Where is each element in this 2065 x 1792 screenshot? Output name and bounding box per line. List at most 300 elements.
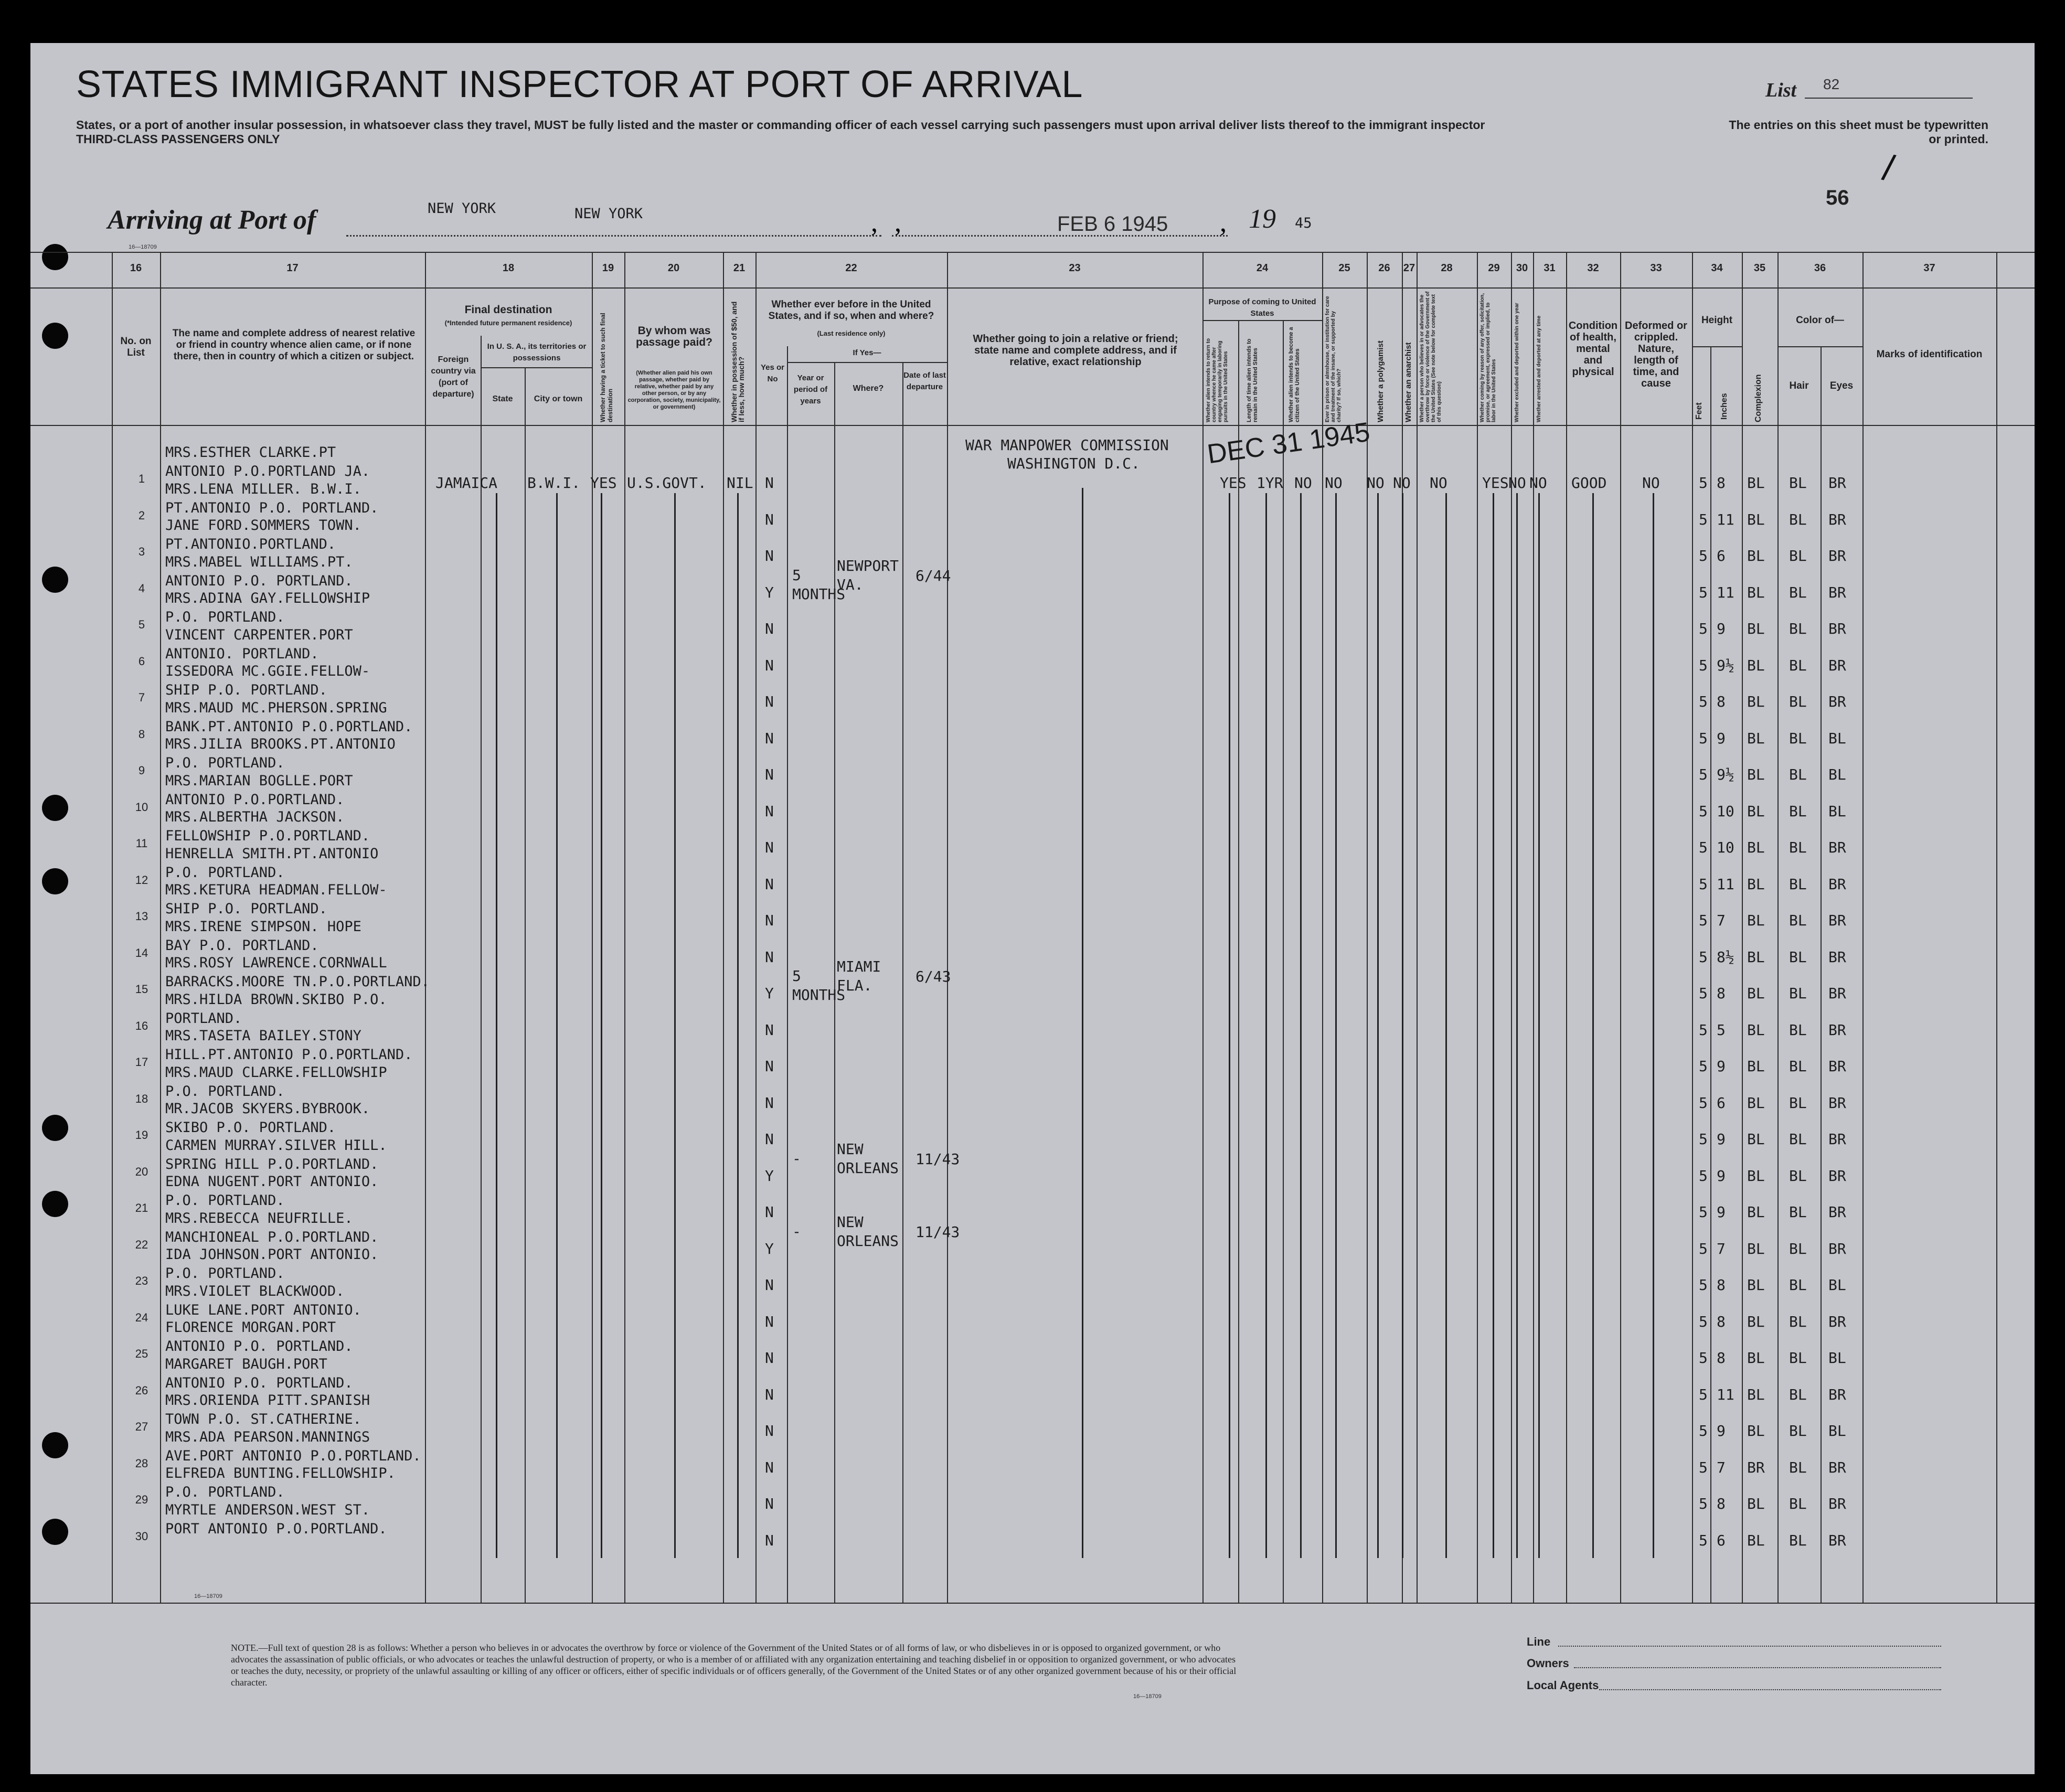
pencil-tick-mark: / (1879, 146, 1898, 189)
previously-in-us: N (765, 1203, 774, 1221)
header-yes-or-no: Yes or No (760, 363, 785, 383)
subcolumn-divider (1710, 346, 1711, 1603)
eye-color: BR (1828, 1495, 1846, 1512)
complexion: BL (1747, 1422, 1765, 1439)
stay-period: 5 MONTHS (792, 566, 846, 603)
column-number: 37 (1923, 262, 1935, 274)
height-feet: 5 (1699, 985, 1708, 1002)
complexion: BL (1747, 839, 1765, 856)
complexion: BL (1747, 1240, 1765, 1257)
header-purpose-citizen: Whether alien intends to become a citizen of the United States (1288, 327, 1301, 422)
header-labor-offer: Whether coming by reason of any offer, solicitation, promise, or agreement, expressed or implied, to labor in the United States (1479, 293, 1497, 422)
column-divider (1996, 252, 1997, 1603)
arriving-label: Arriving at Port of (108, 205, 316, 235)
eye-color: BR (1828, 620, 1846, 637)
row-number: 14 (135, 946, 148, 959)
relative-address: HILL.PT.ANTONIO P.O.PORTLAND. (165, 1047, 413, 1063)
relative-address: ANTONIO P.O.PORTLAND JA. (165, 463, 370, 479)
last-departure-date: 11/43 (916, 1150, 960, 1168)
complexion: BL (1747, 985, 1765, 1002)
height-feet: 5 (1699, 1021, 1708, 1039)
column-number: 17 (286, 262, 299, 274)
relative-name: ELFREDA BUNTING.FELLOWSHIP. (165, 1465, 396, 1481)
height-feet: 5 (1699, 656, 1708, 674)
previously-in-us: N (765, 1349, 774, 1367)
eye-color: BR (1828, 583, 1846, 601)
row1-ticket: YES (590, 474, 617, 492)
complexion: BL (1747, 474, 1765, 492)
relative-name: CARMEN MURRAY.SILVER HILL. (165, 1137, 387, 1154)
row1-polygamist: NO (1367, 474, 1385, 492)
height-inches: 8 (1717, 693, 1726, 710)
relative-address: SKIBO P.O. PORTLAND. (165, 1119, 336, 1136)
height-feet: 5 (1699, 1130, 1708, 1148)
line-fill (1558, 1646, 1941, 1647)
row1-join-relative: WAR MANPOWER COMMISSION (965, 436, 1169, 454)
column-number: 31 (1544, 262, 1556, 274)
row-number: 25 (135, 1347, 148, 1360)
previously-in-us: N (765, 875, 774, 893)
relative-name: MRS.JILIA BROOKS.PT.ANTONIO (165, 736, 396, 752)
column-divider (947, 252, 948, 1603)
hair-color: BL (1789, 948, 1807, 966)
form-number-footer: 16—18709 (1133, 1693, 1162, 1700)
row1-overthrow: NO (1430, 474, 1447, 492)
column-divider (592, 252, 593, 1603)
row-number: 10 (135, 800, 148, 814)
relative-address: AVE.PORT ANTONIO P.O.PORTLAND. (165, 1447, 421, 1464)
eye-color: BR (1828, 1531, 1846, 1549)
form-title: STATES IMMIGRANT INSPECTOR AT PORT OF ARRIVAL (76, 63, 1083, 105)
last-departure-date: 6/44 (916, 567, 951, 584)
column-number: 35 (1753, 262, 1766, 274)
relative-name: FLORENCE MORGAN.PORT (165, 1319, 336, 1336)
table-bottom-border (30, 1603, 2035, 1604)
complexion: BL (1747, 875, 1765, 893)
relative-name: MRS.ADA PEARSON.MANNINGS (165, 1428, 370, 1445)
relative-address: ANTONIO P.O. PORTLAND. (165, 1374, 353, 1391)
last-departure-date: 6/43 (916, 968, 951, 985)
relative-address: P.O. PORTLAND. (165, 864, 285, 881)
row-number: 2 (138, 508, 145, 522)
list-label: List (1765, 79, 1797, 101)
column-number-row-border (30, 287, 2035, 289)
subcolumn-line (481, 367, 592, 368)
previously-in-us: N (765, 1094, 774, 1112)
height-feet: 5 (1699, 474, 1708, 492)
relative-name: MRS.ROSY LAWRENCE.CORNWALL (165, 955, 387, 971)
relative-address: ANTONIO P.O. PORTLAND. (165, 1338, 353, 1354)
row1-labor: YES (1482, 474, 1509, 492)
complexion: BL (1747, 1495, 1765, 1512)
header-city: City or town (534, 394, 583, 403)
relative-name: MRS.MABEL WILLIAMS.PT. (165, 553, 353, 570)
relative-address: LUKE LANE.PORT ANTONIO. (165, 1302, 361, 1318)
complexion: BL (1747, 656, 1765, 674)
list-underline (1805, 98, 1973, 99)
height-inches: 9 (1717, 620, 1726, 637)
table-top-border (30, 252, 2035, 253)
header-inches: Inches (1720, 393, 1729, 420)
hair-color: BL (1789, 510, 1807, 528)
eye-color: BR (1828, 1021, 1846, 1039)
row-number: 28 (135, 1456, 148, 1470)
row1-deformed: NO (1642, 474, 1660, 492)
complexion: BR (1747, 1458, 1765, 1476)
hair-color: BL (1789, 1240, 1807, 1257)
relative-name: MRS.TASETA BAILEY.STONY (165, 1028, 361, 1044)
page-number: 56 (1826, 186, 1849, 209)
row-number: 1 (138, 472, 145, 485)
eye-color: BR (1828, 693, 1846, 710)
previously-in-us: N (765, 1531, 774, 1549)
height-inches: 8 (1717, 474, 1726, 492)
header-if-yes: If Yes— (853, 348, 881, 357)
complexion: BL (1747, 1021, 1765, 1039)
subcolumn-divider (1821, 346, 1822, 1603)
port-city: NEW YORK (428, 200, 496, 217)
relative-address: ANTONIO P.O. PORTLAND. (165, 572, 353, 589)
height-inches: 9½ (1717, 656, 1734, 674)
column-number: 16 (130, 262, 142, 274)
ditto-line (674, 493, 676, 1558)
owners-label: Owners (1527, 1657, 1569, 1670)
header-previous-stay: Whether ever before in the United States, and if so, when and where? (768, 299, 934, 322)
relative-name: HENRELLA SMITH.PT.ANTONIO (165, 845, 379, 862)
height-feet: 5 (1699, 766, 1708, 783)
header-height: Height (1701, 315, 1733, 326)
relative-address: BARRACKS.MOORE TN.P.O.PORTLAND. (165, 974, 430, 990)
eye-color: BR (1828, 510, 1846, 528)
height-feet: 5 (1699, 583, 1708, 601)
column-divider (1862, 252, 1864, 1603)
complexion: BL (1747, 912, 1765, 929)
ditto-line (1265, 493, 1267, 1558)
complexion: BL (1747, 948, 1765, 966)
header-foreign-country: Foreign country via (port of departure) (431, 355, 476, 399)
row-number: 12 (135, 873, 148, 887)
column-divider (723, 252, 724, 1603)
header-anarchist: Whether an anarchist (1404, 342, 1413, 422)
binder-hole (42, 1191, 68, 1217)
hair-color: BL (1789, 474, 1807, 492)
column-number: 21 (733, 262, 746, 274)
hair-color: BL (1789, 875, 1807, 893)
previously-in-us: N (765, 474, 774, 492)
column-divider (425, 252, 426, 1603)
form-rule-text: States, or a port of another insular possession, in whatsoever class they travel, MUST be fully listed and the master or commanding officer of each vessel carrying such passengers must upon arrival deliver lists thereof to the immigrant inspector (76, 118, 1485, 132)
complexion: BL (1747, 1203, 1765, 1221)
height-inches: 11 (1717, 583, 1734, 601)
relative-name: MRS.REBECCA NEUFRILLE. (165, 1210, 353, 1226)
relative-address: P.O. PORTLAND. (165, 1083, 285, 1100)
header-ticket: Whether having a ticket to such final destination (599, 313, 614, 422)
header-purpose-return: Whether alien intends to return to country whence he came after engaging temporarily in laboring pursuits in the United States (1206, 338, 1229, 422)
stay-where: NEW ORLEANS (837, 1140, 899, 1177)
complexion: BL (1747, 547, 1765, 564)
header-final-destination: Final destination (464, 304, 552, 316)
header-nearest-relative: The name and complete address of nearest relative or friend in country whence alien came, or if none there, then in country of which a citizen or subject. (172, 328, 416, 362)
height-inches: 9 (1717, 1422, 1726, 1439)
subcolumn-divider (1238, 320, 1239, 1603)
binder-hole (42, 244, 68, 270)
relative-address: P.O. PORTLAND. (165, 1192, 285, 1209)
column-divider (1777, 252, 1779, 1603)
row-number: 21 (135, 1201, 148, 1214)
hair-color: BL (1789, 693, 1807, 710)
line-label: Line (1527, 1635, 1551, 1648)
complexion: BL (1747, 1130, 1765, 1148)
header-identification-marks: Marks of identification (1876, 349, 1983, 360)
hair-color: BL (1789, 1130, 1807, 1148)
column-divider (1202, 252, 1204, 1603)
complexion: BL (1747, 583, 1765, 601)
local-agents-fill (1599, 1689, 1941, 1690)
subcolumn-divider (525, 367, 526, 1603)
complexion: BL (1747, 729, 1765, 747)
column-number: 28 (1441, 262, 1453, 274)
previously-in-us: N (765, 1458, 774, 1476)
height-inches: 9 (1717, 1167, 1726, 1185)
row-number: 11 (135, 837, 148, 850)
relative-name: MRS.KETURA HEADMAN.FELLOW- (165, 882, 387, 898)
height-inches: 9½ (1717, 766, 1734, 783)
relative-name: MRS.HILDA BROWN.SKIBO P.O. (165, 991, 387, 1008)
header-no-on-list: No. on List (120, 336, 152, 358)
header-deformed: Deformed or crippled. Nature, length of time, and cause (1625, 320, 1687, 389)
relative-name: MYRTLE ANDERSON.WEST ST. (165, 1501, 370, 1518)
relative-address: MANCHIONEAL P.O.PORTLAND. (165, 1229, 379, 1245)
height-inches: 10 (1717, 802, 1734, 820)
ditto-line (1538, 493, 1540, 1558)
previously-in-us: N (765, 912, 774, 929)
row1-purpose-return: YES (1220, 474, 1247, 492)
height-inches: 5 (1717, 1021, 1726, 1039)
passenger-class: THIRD-CLASS PASSENGERS ONLY (76, 132, 280, 146)
ditto-line (1402, 493, 1403, 1558)
relative-address: FELLOWSHIP P.O.PORTLAND. (165, 828, 370, 844)
stay-period: - (792, 1149, 801, 1167)
column-divider (160, 252, 161, 1603)
height-inches: 9 (1717, 729, 1726, 747)
year-suffix: 45 (1295, 215, 1312, 231)
hair-color: BL (1789, 1203, 1807, 1221)
relative-address: P.O. PORTLAND. (165, 755, 285, 771)
port-fill-line (346, 235, 881, 237)
hair-color: BL (1789, 1276, 1807, 1294)
row-number: 7 (138, 691, 145, 704)
row1-state: B.W.I. (527, 474, 581, 492)
height-feet: 5 (1699, 510, 1708, 528)
height-inches: 8 (1717, 985, 1726, 1002)
eye-color: BR (1828, 948, 1846, 966)
relative-address: P.O. PORTLAND. (165, 1265, 285, 1282)
binder-hole (42, 1115, 68, 1141)
height-inches: 6 (1717, 1531, 1726, 1549)
height-inches: 11 (1717, 875, 1734, 893)
hair-color: BL (1789, 985, 1807, 1002)
height-inches: 11 (1717, 1385, 1734, 1403)
relative-address: TOWN P.O. ST.CATHERINE. (165, 1411, 361, 1427)
hair-color: BL (1789, 1021, 1807, 1039)
eye-color: BR (1828, 1240, 1846, 1257)
previously-in-us: N (765, 656, 774, 674)
height-feet: 5 (1699, 547, 1708, 564)
ditto-line (737, 493, 739, 1558)
height-feet: 5 (1699, 693, 1708, 710)
ditto-line (1592, 493, 1594, 1558)
header-complexion: Complexion (1754, 374, 1763, 422)
column-divider (624, 252, 625, 1603)
height-feet: 5 (1699, 1422, 1708, 1439)
stay-where: NEWPORT VA. (837, 557, 899, 593)
relative-name: VINCENT CARPENTER.PORT (165, 626, 353, 643)
complexion: BL (1747, 766, 1765, 783)
subcolumn-line (1777, 346, 1862, 347)
subcolumn-line (1692, 346, 1742, 347)
eye-color: BR (1828, 1458, 1846, 1476)
header-money: Whether in possession of $50, and if less, how much? (730, 301, 746, 422)
arrival-date-stamp: FEB 6 1945 (1057, 212, 1168, 236)
relative-address: ANTONIO. PORTLAND. (165, 645, 319, 662)
ditto-line (1493, 493, 1494, 1558)
row-number: 30 (135, 1529, 148, 1543)
row-number: 3 (138, 545, 145, 558)
column-divider (1533, 252, 1534, 1603)
year-prefix: 19 (1249, 204, 1276, 234)
ditto-line (1335, 493, 1337, 1558)
previously-in-us: Y (765, 1240, 774, 1257)
header-polygamist: Whether a polygamist (1376, 340, 1385, 422)
relative-name: MRS.ORIENDA PITT.SPANISH (165, 1392, 370, 1409)
row-number: 8 (138, 727, 145, 741)
height-feet: 5 (1699, 839, 1708, 856)
complexion: BL (1747, 802, 1765, 820)
previously-in-us: N (765, 510, 774, 528)
eye-color: BR (1828, 1313, 1846, 1330)
row-number: 24 (135, 1310, 148, 1324)
row-number: 22 (135, 1238, 148, 1251)
height-inches: 8 (1717, 1276, 1726, 1294)
complexion: BL (1747, 1385, 1765, 1403)
header-departure-date: Date of last departure (903, 371, 946, 391)
column-number: 36 (1814, 262, 1826, 274)
relative-name: IDA JOHNSON.PORT ANTONIO. (165, 1246, 379, 1263)
previously-in-us: N (765, 1276, 774, 1294)
column-number: 23 (1069, 262, 1081, 274)
column-number: 18 (502, 262, 515, 274)
previously-in-us: N (765, 1422, 774, 1439)
previously-in-us: N (765, 1130, 774, 1148)
header-eyes: Eyes (1829, 380, 1854, 391)
relative-name: MRS.ADINA GAY.FELLOWSHIP (165, 590, 370, 606)
relative-name: MARGARET BAUGH.PORT (165, 1356, 327, 1372)
height-feet: 5 (1699, 620, 1708, 637)
height-inches: 7 (1717, 1458, 1726, 1476)
row1-arrested: NO (1529, 474, 1547, 492)
height-feet: 5 (1699, 1167, 1708, 1185)
row-number: 19 (135, 1128, 148, 1142)
column-number: 25 (1338, 262, 1350, 274)
height-feet: 5 (1699, 948, 1708, 966)
ditto-line (1445, 493, 1447, 1558)
relative-address: PT.ANTONIO P.O. PORTLAND. (165, 499, 379, 516)
relative-name: MRS.MAUD MC.PHERSON.SPRING (165, 699, 387, 716)
column-divider (1692, 252, 1693, 1603)
relative-address: PT.ANTONIO.PORTLAND. (165, 536, 336, 552)
height-feet: 5 (1699, 1458, 1708, 1476)
eye-color: BR (1828, 912, 1846, 929)
row1-excluded: NO (1508, 474, 1526, 492)
binder-hole (42, 1519, 68, 1545)
eye-color: BL (1828, 1276, 1846, 1294)
header-overthrow: Whether a person who believes in or advocates the overthrow by force or violence of the Government of the United States (See note below for complete text of this question) (1419, 291, 1442, 422)
height-inches: 9 (1717, 1058, 1726, 1075)
header-passage-note: (Whether alien paid his own passage, whether paid by relative, whether paid by any other person, or by any corporation, society, municipality, or government) (627, 370, 721, 410)
complexion: BL (1747, 620, 1765, 637)
column-number: 27 (1403, 262, 1415, 274)
relative-address: BANK.PT.ANTONIO P.O.PORTLAND. (165, 718, 413, 735)
previously-in-us: Y (765, 583, 774, 601)
relative-name: MRS.ESTHER CLARKE.PT (165, 444, 336, 461)
relative-name: MRS.IRENE SIMPSON. HOPE (165, 918, 361, 935)
binder-hole (42, 1432, 68, 1458)
column-number: 32 (1587, 262, 1599, 274)
column-number: 34 (1711, 262, 1723, 274)
eye-color: BR (1828, 1130, 1846, 1148)
hair-color: BL (1789, 656, 1807, 674)
eye-color: BR (1828, 474, 1846, 492)
row1-money: NIL (727, 474, 753, 492)
height-feet: 5 (1699, 1203, 1708, 1221)
row-number: 16 (135, 1019, 148, 1032)
ditto-line (1300, 493, 1302, 1558)
hair-color: BL (1789, 547, 1807, 564)
binder-hole (42, 868, 68, 894)
hair-color: BL (1789, 729, 1807, 747)
relative-name: MRS.MARIAN BOGLLE.PORT (165, 772, 353, 789)
height-inches: 6 (1717, 1094, 1726, 1112)
binder-hole (42, 323, 68, 349)
eye-color: BR (1828, 1058, 1846, 1075)
relative-address: PORT ANTONIO P.O.PORTLAND. (165, 1520, 387, 1537)
height-feet: 5 (1699, 1349, 1708, 1367)
previously-in-us: N (765, 620, 774, 637)
header-bottom-border (30, 425, 2035, 426)
height-inches: 7 (1717, 912, 1726, 929)
eye-color: BR (1828, 985, 1846, 1002)
header-last-residence: (Last residence only) (817, 329, 886, 337)
comma: , (871, 208, 878, 238)
row-number: 20 (135, 1165, 148, 1178)
row-number: 9 (138, 764, 145, 777)
row1-passage-paid: U.S.GOVT. (627, 474, 707, 492)
hair-color: BL (1789, 766, 1807, 783)
height-inches: 9 (1717, 1130, 1726, 1148)
relative-address: P.O. PORTLAND. (165, 609, 285, 625)
height-inches: 8 (1717, 1349, 1726, 1367)
comma: , (1220, 208, 1227, 238)
header-where: Where? (853, 384, 884, 393)
header-feet: Feet (1695, 402, 1704, 420)
hair-color: BL (1789, 839, 1807, 856)
row1-anarchist: NO (1393, 474, 1411, 492)
previously-in-us: N (765, 1021, 774, 1039)
height-inches: 9 (1717, 1203, 1726, 1221)
column-number: 29 (1488, 262, 1500, 274)
height-feet: 5 (1699, 1094, 1708, 1112)
row-number: 23 (135, 1274, 148, 1287)
